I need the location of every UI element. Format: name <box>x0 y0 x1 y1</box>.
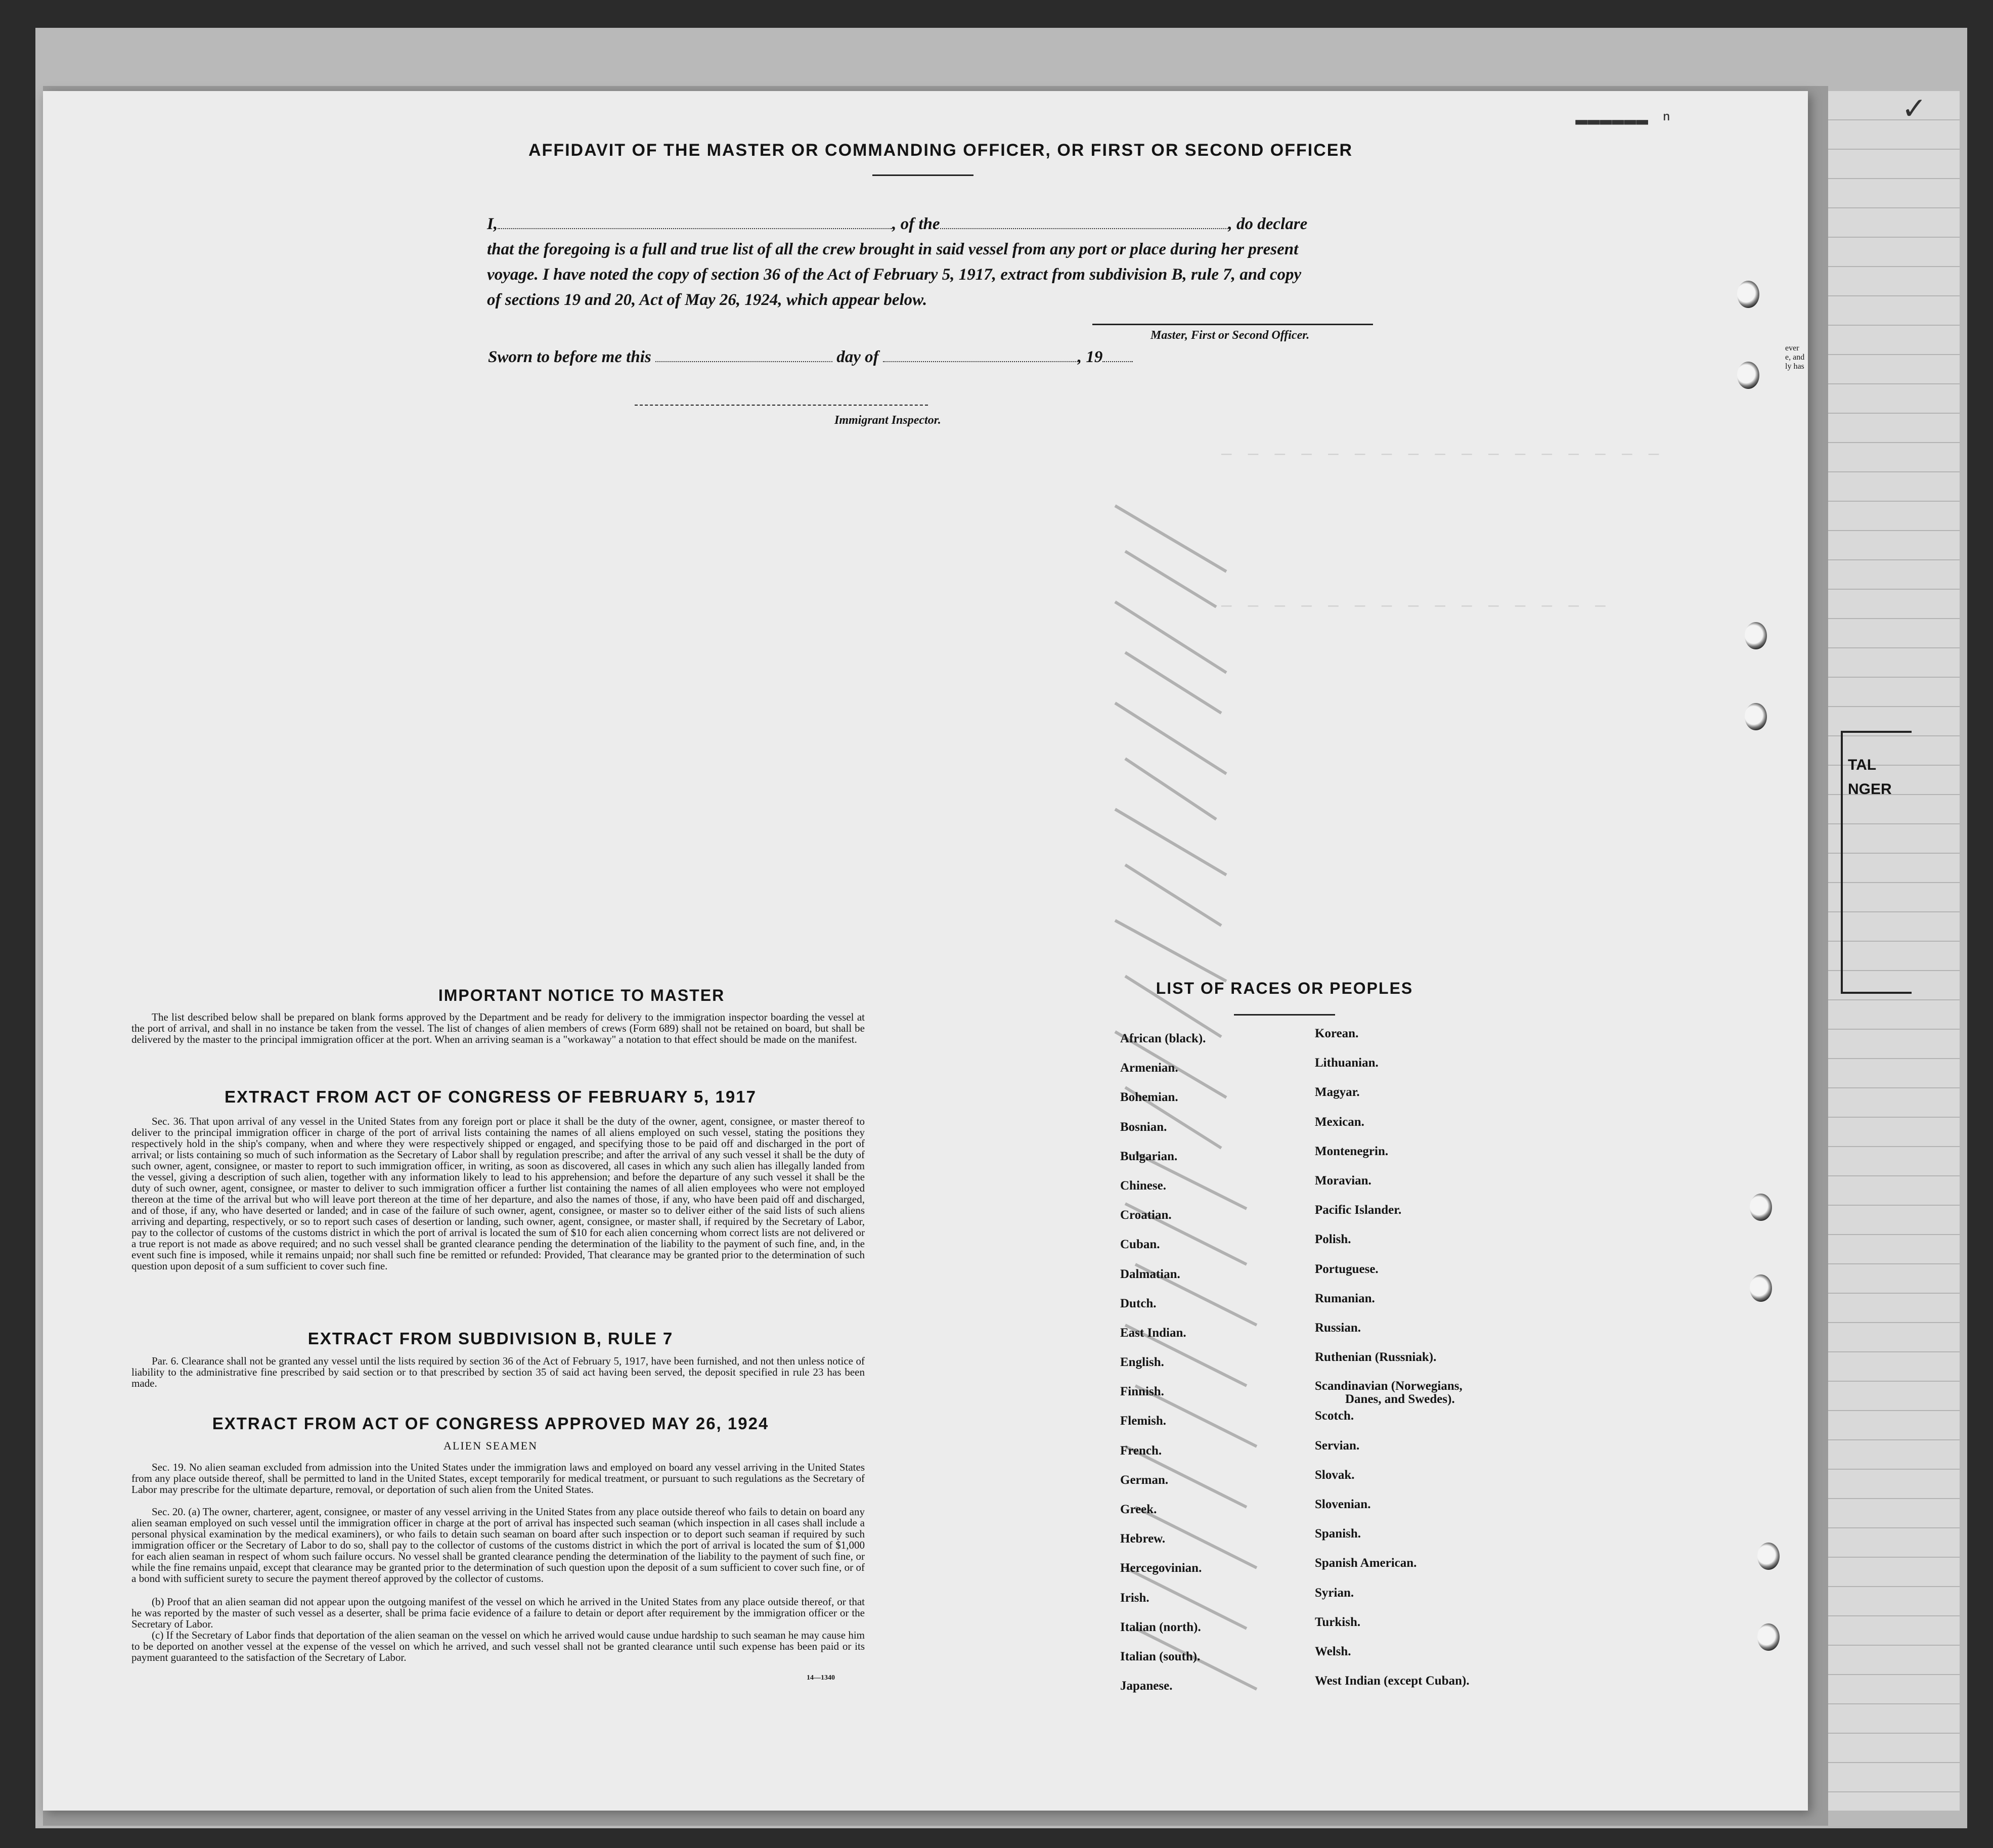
name-blank[interactable] <box>498 215 892 229</box>
race-item: Polish. <box>1315 1233 1351 1247</box>
sworn-year-blank[interactable] <box>1102 348 1133 362</box>
side-stamp <box>1841 731 1912 994</box>
race-item: Italian (south). <box>1120 1649 1201 1663</box>
race-item: Flemish. <box>1120 1414 1166 1428</box>
race-item: Greek. <box>1120 1503 1157 1516</box>
inspector-label: Immigrant Inspector. <box>834 414 941 427</box>
extract-1917-title: EXTRACT FROM ACT OF CONGRESS OF FEBRUARY 5, 1917 <box>225 1087 757 1106</box>
race-item: Chinese. <box>1120 1178 1166 1193</box>
edge-text-line: ly has <box>1785 362 1804 371</box>
race-item: Lithuanian. <box>1315 1056 1379 1070</box>
race-item: Bulgarian. <box>1120 1149 1178 1163</box>
extract-rule7-body: Par. 6. Clearance shall not be granted any vessel until the lists required by section 36 of the Act of February 5, 1917, have been furnished, and not then unless notice of liability to the administrative fine prescribed by said section or to that prescribed by section 35 of said act having been served, the deposit specified in rule 23 has been made. <box>131 1355 865 1389</box>
bleed-through-text: — — — — — — — — — — — — — — — <box>1221 597 1609 616</box>
race-item: German. <box>1120 1473 1169 1487</box>
race-item: Magyar. <box>1315 1085 1360 1099</box>
affidavit-text <box>487 211 1407 313</box>
races-list-right <box>1315 1027 1470 1703</box>
race-item: African (black). <box>1120 1032 1206 1045</box>
alien-seamen-subtitle: ALIEN SEAMEN <box>444 1439 538 1452</box>
race-item: Croatian. <box>1120 1208 1172 1222</box>
race-item: Dalmatian. <box>1120 1267 1180 1281</box>
sworn-line <box>488 348 1133 367</box>
race-item: Russian. <box>1315 1321 1361 1335</box>
race-item: Scotch. <box>1315 1409 1354 1423</box>
extract-1924-sec20a: Sec. 20. (a) The owner, charterer, agent, consignee, or master of any vessel arriving in the United States from any place outside thereof who fails to detain on board any alien seaman employed on such vessel until the immigration officer in charge at the port of arrival has inspected such seaman (which inspection in all cases shall include a personal physical examination by the medical examiners), or who fails to detain such seaman on board after such inspection or to deport such seaman if required by such immigration officer or the Secretary of Labor to do so, shall pay to the collector of customs of the customs district in which the port of arrival is located the sum of $1,000 for each alien seaman in respect of whom such failure occurs. No vessel shall be granted clearance pending the determination of the liability to the payment of such fine, or while the fine remains unpaid, except that clearance may be granted prior to the determination of such question upon the deposit of a sum sufficient to cover such fine, or of a bond with sufficient surety to secure the payment thereof approved by the collector of customs. <box>131 1506 865 1585</box>
race-item: Syrian. <box>1315 1586 1354 1600</box>
race-item: Bohemian. <box>1120 1090 1178 1105</box>
edge-text-line: ever <box>1785 344 1799 353</box>
race-item <box>1315 1380 1470 1409</box>
punch-hole <box>1750 1274 1772 1302</box>
punch-hole <box>1757 1623 1780 1651</box>
race-item: Ruthenian (Russniak). <box>1315 1350 1437 1365</box>
race-item: Armenian. <box>1120 1061 1178 1075</box>
sworn-prefix: Sworn to before me this <box>488 348 651 366</box>
inspector-signature-line[interactable] <box>635 405 928 406</box>
race-item: Turkish. <box>1315 1615 1361 1629</box>
affidavit-line4: of sections 19 and 20, Act of May 26, 1924, which appear below. <box>487 291 927 309</box>
race-item: Slovak. <box>1315 1468 1355 1482</box>
affidavit-i: I, <box>487 215 498 233</box>
race-item: Finnish. <box>1120 1385 1164 1399</box>
race-item: Rumanian. <box>1315 1291 1375 1305</box>
side-stamp-line1: TAL <box>1848 757 1877 773</box>
extract-1924-sec20b: (b) Proof that an alien seaman did not appear upon the outgoing manifest of the vessel on which he arrived in the United States from any place outside thereof, or that he was reported by the master of such vessel as a deserter, shall be prima facie evidence of a failure to detain or deport after requirement by the immigration officer or the Secretary of Labor. <box>131 1596 865 1630</box>
punch-hole <box>1745 622 1767 649</box>
race-item: West Indian (except Cuban). <box>1315 1674 1470 1688</box>
race-item: East Indian. <box>1120 1326 1186 1340</box>
race-item: Cuban. <box>1120 1238 1160 1252</box>
sworn-month-blank[interactable] <box>883 348 1078 362</box>
affidavit-declare: , do declare <box>1228 215 1308 233</box>
form-code: 14—1340 <box>807 1674 835 1682</box>
race-item: Servian. <box>1315 1438 1360 1453</box>
race-item: Japanese. <box>1120 1679 1173 1693</box>
race-item: French. <box>1120 1443 1162 1458</box>
race-item-line: Danes, and Swedes). <box>1345 1392 1455 1406</box>
master-signature-label: Master, First or Second Officer. <box>1150 329 1310 342</box>
race-item: Spanish American. <box>1315 1556 1417 1570</box>
race-item: Montenegrin. <box>1315 1144 1389 1158</box>
extract-1924-sec19: Sec. 19. No alien seaman excluded from admission into the United States under the immigration laws and employed on board any vessel arriving in the United States from any place outside thereof, shall be permitted to land in the United States, except temporarily for medical treatment, or pursuant to such regulations as the Secretary of Labor may prescribe for the ultimate departure, removal, or deportation of such alien from the United States. <box>131 1461 865 1495</box>
punch-hole <box>1737 281 1759 308</box>
punch-hole <box>1745 703 1767 730</box>
extract-1924-title: EXTRACT FROM ACT OF CONGRESS APPROVED MAY 26, 1924 <box>212 1414 769 1433</box>
sworn-day-blank[interactable] <box>655 348 832 362</box>
race-item-line: Scandinavian (Norwegians, <box>1315 1379 1463 1393</box>
affidavit-line3: voyage. I have noted the copy of section 36 of the Act of February 5, 1917, extract from subdivision B, rule 7, and copy <box>487 266 1302 284</box>
race-item: Italian (north). <box>1120 1620 1201 1634</box>
race-item: English. <box>1120 1355 1164 1370</box>
race-item: Bosnian. <box>1120 1120 1167 1134</box>
races-title-rule <box>1234 1014 1335 1016</box>
race-item: Hebrew. <box>1120 1532 1166 1546</box>
punch-hole <box>1757 1543 1780 1570</box>
bleed-through-text: — — — — — — — — — — — — — — — — — <box>1221 445 1662 464</box>
affidavit-title-rule <box>872 174 973 176</box>
race-item: Pacific Islander. <box>1315 1203 1402 1217</box>
affidavit-line2: that the foregoing is a full and true list of all the crew brought in said vessel from any port or place during her present <box>487 240 1299 258</box>
top-corner-stamp: ▬▬▬▬▬▬ ⁿ <box>1575 109 1673 132</box>
notice-body: The list described below shall be prepared on blank forms approved by the Department and be ready for delivery to the immigration inspector boarding the vessel at the port of arrival, and shall in no instance be taken from the vessel. The list of changes of alien members of crews (Form 689) shall not be retained on board, but shall be delivered by the master to the principal immigration officer at the port. When an arriving seaman is a "workaway" a notation to that effect should be made on the manifest. <box>131 1011 865 1045</box>
side-stamp-line2: NGER <box>1848 781 1892 798</box>
sworn-year: , 19 <box>1077 348 1103 366</box>
race-item: Irish. <box>1120 1591 1149 1605</box>
edge-text-line: e, and <box>1785 353 1805 362</box>
race-item: Moravian. <box>1315 1173 1371 1187</box>
punch-hole <box>1750 1194 1772 1221</box>
affidavit-line1 <box>487 211 1407 237</box>
race-item: Hercegovinian. <box>1120 1561 1202 1575</box>
extract-1924-sec20c: (c) If the Secretary of Labor finds that deportation of the alien seaman on the vessel on which he arrived would cause undue hardship to such seaman he may cause him to be deported on another vessel at the expense of the vessel on which he arrived, and such vessel shall not be granted clearance until such expense has been paid or its payment guaranteed to the satisfaction of the Secretary of Labor. <box>131 1629 865 1663</box>
corner-pencil-mark: ✓ <box>1901 92 1927 125</box>
race-item: Dutch. <box>1120 1296 1157 1310</box>
race-item: Spanish. <box>1315 1527 1361 1541</box>
race-item: Slovenian. <box>1315 1498 1371 1511</box>
notice-title: IMPORTANT NOTICE TO MASTER <box>438 986 725 1004</box>
races-list-left <box>1120 1032 1206 1708</box>
master-signature-line[interactable] <box>1092 324 1373 325</box>
punch-hole <box>1737 362 1759 389</box>
race-item: Welsh. <box>1315 1644 1351 1658</box>
vessel-blank[interactable] <box>940 215 1228 229</box>
extract-rule7-title: EXTRACT FROM SUBDIVISION B, RULE 7 <box>307 1329 674 1348</box>
edge-text <box>1785 344 1804 371</box>
race-item: Mexican. <box>1315 1115 1364 1129</box>
races-title: LIST OF RACES OR PEOPLES <box>1156 979 1413 997</box>
extract-1917-body: Sec. 36. That upon arrival of any vessel in the United States from any foreign port or place it shall be the duty of the owner, agent, consignee, or master thereof to deliver to the principal immigration officer in charge of the port of arrival lists containing the names of all aliens employed on such vessel, stating the positions they respectively hold in the ship's company, when and where they were respectively shipped or engaged, and specifying those to be paid off and discharged in the port of arrival; or lists containing so much of such information as the Secretary of Labor shall by regulation prescribe; and after the arrival of any such vessel it shall be the duty of such owner, agent, consignee, or master to report to such immigration officer, in writing, as soon as discovered, all cases in which any such alien has illegally landed from the vessel, giving a description of such alien, together with any information likely to lead to his apprehension; and before the departure of any such vessel it shall be the duty of such owner, agent, consignee, or master to deliver to such immigration officer a further list containing the names of all alien employees who were not employed thereon at the time of the arrival but who will leave port thereon at the time of her departure, and also the names of those, if any, who have been paid off and discharged, and of those, if any, who have deserted or landed; and in case of the failure of such owner, agent, consignee, or master so to deliver either of the said lists of such aliens arriving and departing, respectively, or so to report such cases of desertion or landing, such owner, agent, consignee, or master shall, if required by the Secretary of Labor, pay to the collector of customs of the customs district in which the port of arrival is located the sum of $10 for each alien concerning whom correct lists are not delivered or a true report is not made as above required; and no such vessel shall be granted clearance pending the determination of the liability to the payment of such fine, and, in the event such fine is imposed, while it remains unpaid; nor shall such fine be remitted or refunded: Provided, That clearance may be granted prior to the determination of such question upon deposit of a sum sufficient to cover such fine. <box>131 1115 865 1272</box>
race-item: Korean. <box>1315 1027 1359 1040</box>
sworn-day-of: day of <box>836 348 879 366</box>
affidavit-title: AFFIDAVIT OF THE MASTER OR COMMANDING OFFICER, OR FIRST OR SECOND OFFICER <box>528 141 1353 160</box>
race-item: Portuguese. <box>1315 1262 1379 1276</box>
affidavit-of-the: , of the <box>892 215 940 233</box>
